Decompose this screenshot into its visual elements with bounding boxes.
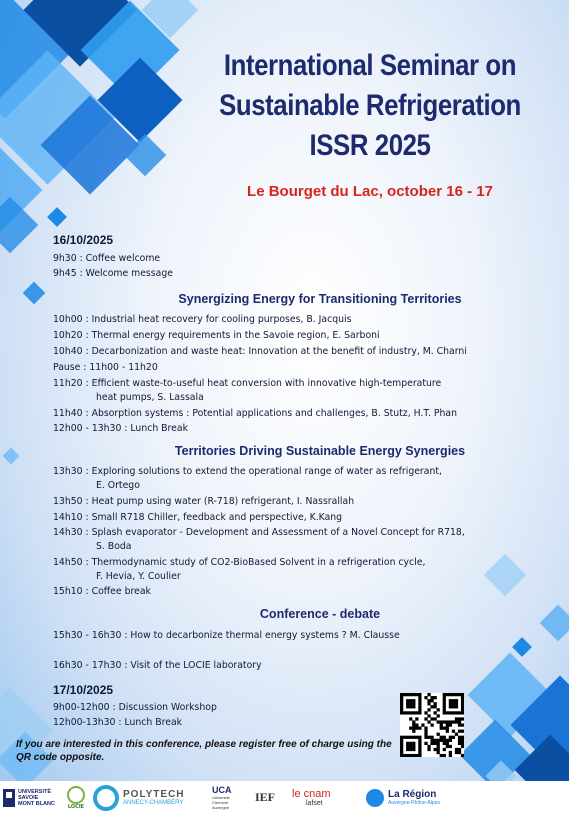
decorative-diamond: [512, 637, 532, 657]
schedule-item-continuation: heat pumps, S. Lassala: [96, 392, 204, 403]
title-line-2: Sustainable Refrigeration: [219, 89, 521, 122]
schedule-item-continuation: E. Ortego: [96, 480, 140, 491]
schedule-item: 16h30 - 17h30 : Visit of the LOCIE laboratory: [53, 660, 262, 671]
cnam-logo-name: le cnam: [292, 788, 331, 800]
region-logo: [366, 781, 476, 814]
event-location: Le Bourget du Lac, october 16 - 17: [247, 183, 493, 200]
schedule-item-continuation: S. Boda: [96, 541, 132, 552]
schedule-item: 10h40 : Decarbonization and waste heat: Innovation at the benefit of industry, M. Charni: [53, 346, 467, 357]
qr-code-graphic: [400, 693, 464, 757]
schedule-item: 15h10 : Coffee break: [53, 586, 151, 597]
partner-logos-bar: [0, 781, 569, 814]
ief-logo: [255, 781, 287, 814]
decorative-diamond: [47, 207, 67, 227]
schedule-item: 14h10 : Small R718 Chiller, feedback and perspective, K.Kang: [53, 512, 343, 523]
session3-title: Conference - debate: [259, 607, 381, 621]
usmb-logo-line: MONT BLANC: [18, 800, 55, 807]
schedule-item: 13h30 : Exploring solutions to extend the operational range of water as refrigerant,: [53, 466, 442, 477]
decorative-diamond: [3, 448, 20, 465]
day2-date: 17/10/2025: [53, 683, 114, 697]
session1-title: Synergizing Energy for Transitioning Territories: [178, 292, 462, 306]
schedule-item: 9h00-12h00 : Discussion Workshop: [53, 702, 217, 713]
ief-logo-label: IEF: [255, 790, 276, 804]
cnam-logo: [292, 781, 352, 814]
schedule-item: 10h20 : Thermal energy requirements in the Savoie region, E. Sarboni: [53, 330, 380, 341]
day1-date: 16/10/2025: [53, 233, 114, 247]
polytech-logo-sub: ANNECY-CHAMBÉRY: [123, 800, 184, 806]
schedule-item: 9h30 : Coffee welcome: [53, 253, 161, 264]
schedule-item: Pause : 11h00 - 11h20: [53, 362, 158, 373]
polytech-logo-name: POLYTECH: [123, 789, 185, 800]
schedule-item-continuation: F. Hevia, Y. Coulier: [96, 571, 181, 582]
schedule-item: 9h45 : Welcome message: [53, 268, 173, 279]
polytech-logo: [93, 781, 203, 814]
usmb-emblem-icon: [2, 788, 16, 808]
title-line-3: ISSR 2025: [309, 129, 431, 162]
uca-logo-name: UCA: [212, 784, 232, 795]
polytech-emblem-icon: [93, 785, 119, 811]
locie-emblem-icon: [67, 786, 85, 804]
registration-note: If you are interested in this conference, please register free of charge using the QR code opposite.: [16, 739, 392, 763]
uca-logo-line: Clermont: [212, 799, 229, 805]
schedule-item: 10h00 : Industrial heat recovery for cooling purposes, B. Jacquis: [53, 314, 352, 325]
title-line-1: International Seminar on: [223, 49, 517, 82]
schedule-item: 11h20 : Efficient waste-to-useful heat conversion with innovative high-temperature: [53, 378, 442, 389]
usmb-logo-line: SAVOIE: [18, 794, 39, 801]
schedule-item: 12h00-13h30 : Lunch Break: [53, 717, 183, 728]
schedule-item: 11h40 : Absorption systems : Potential applications and challenges, B. Stutz, H.T. Phan: [53, 408, 457, 419]
qr-code-icon[interactable]: [400, 693, 464, 757]
decorative-diamond: [484, 554, 526, 596]
schedule-item: 12h00 - 13h30 : Lunch Break: [53, 423, 188, 434]
cnam-logo-sub: lafset: [306, 800, 323, 807]
usmb-logo: [2, 781, 60, 814]
schedule-item: 13h50 : Heat pump using water (R-718) refrigerant, I. Nassrallah: [53, 496, 355, 507]
uca-logo-line: Auvergne: [212, 804, 230, 810]
session2-title: Territories Driving Sustainable Energy Synergies: [174, 444, 466, 458]
decorative-diamond: [23, 282, 46, 305]
uca-logo: [212, 781, 250, 814]
region-logo-sub: Auvergne-Rhône-Alpes: [388, 800, 440, 806]
decorative-diamond: [0, 197, 38, 254]
locie-logo: [62, 781, 90, 814]
region-logo-name: La Région: [388, 789, 437, 800]
schedule-item: 15h30 - 16h30 : How to decarbonize thermal energy systems ? M. Clausse: [53, 630, 400, 641]
schedule-item: 14h30 : Splash evaporator - Development and Assessment of a Novel Concept for R718,: [53, 527, 465, 538]
region-emblem-icon: [366, 789, 384, 807]
schedule-item: 14h50 : Thermodynamic study of CO2-BioBased Solvent in a refrigeration cycle,: [53, 557, 426, 568]
locie-logo-label: LOCIE: [67, 803, 85, 810]
uca-logo-line: Université: [212, 794, 230, 800]
usmb-logo-line: UNIVERSITÉ: [18, 788, 52, 795]
